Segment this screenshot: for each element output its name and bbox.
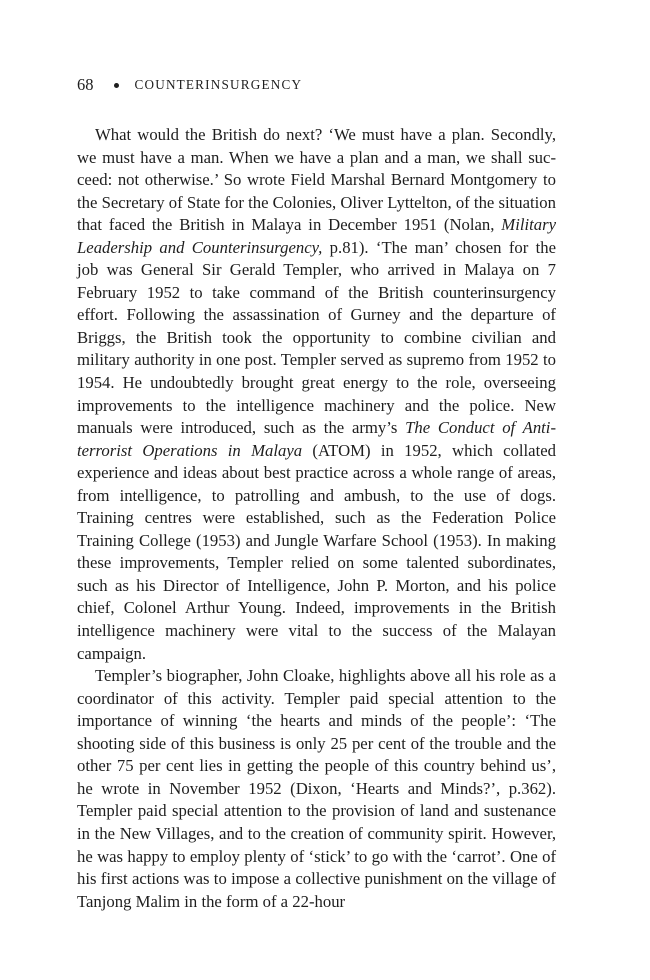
paragraph-2 xyxy=(77,665,556,913)
paragraph-1-italic-title-1: Military Leadership and Counterinsurgency, xyxy=(77,215,556,257)
paragraph-1-text-2: p.81). ‘The man’ chosen for the job was General Sir Gerald Templer, who arrived in Malaya on 7 February 1952 to take command of the British counterinsurgency effort. Following the assassination of Gurney and the departure of Briggs, the British took the opportunity to combine civilian and military authority in one post. Templer served as supremo from 1952 to 1954. He undoubtedly brought great energy to the role, overseeing improvements to the intelligence machinery and the police. New manuals were introduced, such as the army’s xyxy=(77,237,556,438)
page-number: 68 xyxy=(77,75,94,94)
paragraph-1-text-3: (ATOM) in 1952, which collated experience and ideas about best practice across a whole range of areas, from intelligence, to patrolling and ambush, to the use of dogs. Training centres were established, such as the Federation Police Training College (1953) and Jungle Warfare School (1953). In making these improvements, Templer relied on some talented subordinates, such as his Director of Intelligence, John P. Morton, and his police chief, Colonel Arthur Young. Indeed, improvements in the British intelligence machinery were vital to the success of the Malayan campaign. xyxy=(77,440,556,663)
bullet-separator-icon xyxy=(114,83,119,88)
paragraph-1-italic-title-2: The Conduct of Anti-terrorist Operations in Malaya xyxy=(77,418,556,460)
body-text xyxy=(77,124,556,913)
paragraph-1 xyxy=(77,124,556,665)
running-head-section-title: COUNTERINSURGENCY xyxy=(134,77,303,92)
running-head xyxy=(77,74,302,96)
paragraph-2-text-1: Templer’s biographer, John Cloake, highlights above all his role as a coordinator of this activity. Templer paid special attention to the importance of winning ‘the hearts and minds of the people’: ‘The shooting side of this business is only 25 per cent of the trouble and the other 75 per cent lies in getting the people of this country behind us’, he wrote in November 1952 (Dixon, ‘Hearts and Minds?’, p.362). Templer paid special attention to the provision of land and sustenance in the New Villages, and to the creation of community spirit. However, he was happy to employ plenty of ‘stick’ to go with the ‘carrot’. One of his first actions was to impose a collective punishment on the village of Tanjong Malim in the form of a 22-hour xyxy=(77,666,556,911)
paragraph-1-text-1: What would the British do next? ‘We must have a plan. Secondly, we must have a man. When we have a plan and a man, we shall succeed: not otherwise.’ So wrote Field Marshal Bernard Montgomery to the Secretary of State for the Colonies, Oliver Lyttelton, of the situation that faced the British in Malaya in December 1951 (Nolan, xyxy=(77,125,556,235)
